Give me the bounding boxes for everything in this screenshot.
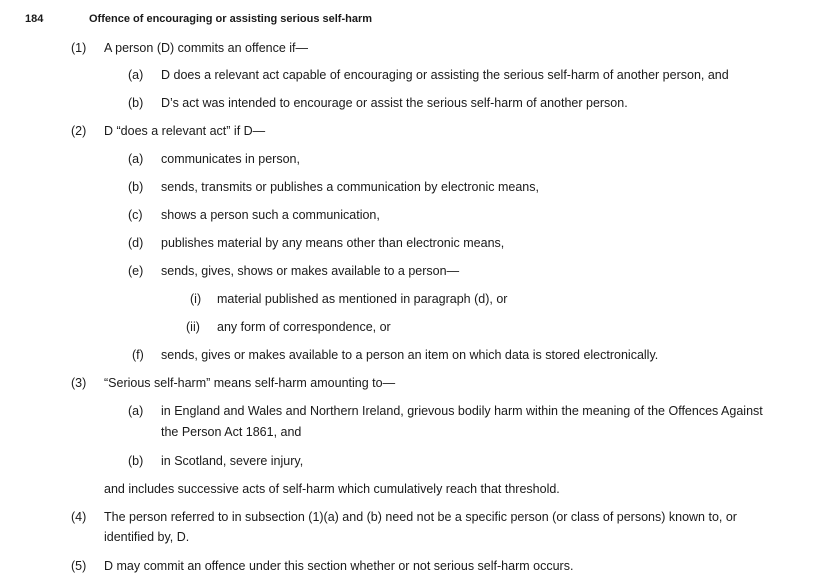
trailer-text: and includes successive acts of self-harm which cumulatively reach that threshold.	[104, 482, 560, 496]
paragraph-text: shows a person such a communication,	[161, 208, 380, 222]
paragraph-text-line2: the Person Act 1861, and	[161, 425, 302, 439]
subsection-label: (3)	[71, 376, 87, 390]
subsection-text: D “does a relevant act” if D—	[104, 124, 266, 138]
paragraph-text: sends, gives, shows or makes available to a person—	[161, 264, 460, 278]
subparagraph-text: material published as mentioned in paragraph (d), or	[217, 292, 508, 306]
paragraph-label: (a)	[128, 152, 144, 166]
paragraph-text: communicates in person,	[161, 152, 300, 166]
paragraph-text: sends, transmits or publishes a communication by electronic means,	[161, 180, 539, 194]
subparagraph-text: any form of correspondence, or	[217, 320, 391, 334]
paragraph-label: (c)	[128, 208, 143, 222]
paragraph-label: (e)	[128, 264, 144, 278]
subsection-text-line1: The person referred to in subsection (1)(a) and (b) need not be a specific person (or class of persons) known to, or	[104, 510, 737, 524]
paragraph-label: (d)	[128, 236, 144, 250]
paragraph-label: (b)	[128, 96, 144, 110]
paragraph-label: (b)	[128, 180, 144, 194]
section-number: 184	[25, 13, 44, 25]
paragraph-label: (f)	[132, 348, 144, 362]
paragraph-label: (a)	[128, 68, 144, 82]
subparagraph-label: (ii)	[186, 320, 200, 334]
section-title: Offence of encouraging or assisting serious self-harm	[89, 13, 373, 25]
subsection-text: “Serious self-harm” means self-harm amounting to—	[104, 376, 396, 390]
subsection-text-line2: identified by, D.	[104, 530, 190, 544]
subsection-label: (1)	[71, 41, 87, 55]
paragraph-label: (b)	[128, 454, 144, 468]
subsection-label: (5)	[71, 559, 87, 573]
paragraph-text: publishes material by any means other than electronic means,	[161, 236, 505, 250]
subsection-label: (4)	[71, 510, 87, 524]
paragraph-text: in Scotland, severe injury,	[161, 454, 304, 468]
paragraph-text: D does a relevant act capable of encouraging or assisting the serious self-harm of another person, and	[161, 68, 729, 82]
subsection-label: (2)	[71, 124, 87, 138]
subsection-text: A person (D) commits an offence if—	[104, 41, 309, 55]
subsection-text: D may commit an offence under this section whether or not serious self-harm occurs.	[104, 559, 574, 573]
paragraph-text-line1: in England and Wales and Northern Ireland, grievous bodily harm within the meaning of the Offences Against	[161, 404, 763, 418]
paragraph-text: D’s act was intended to encourage or assist the serious self-harm of another person.	[161, 96, 628, 110]
paragraph-text: sends, gives or makes available to a person an item on which data is stored electronically.	[161, 348, 659, 362]
paragraph-label: (a)	[128, 404, 144, 418]
subparagraph-label: (i)	[190, 292, 202, 306]
